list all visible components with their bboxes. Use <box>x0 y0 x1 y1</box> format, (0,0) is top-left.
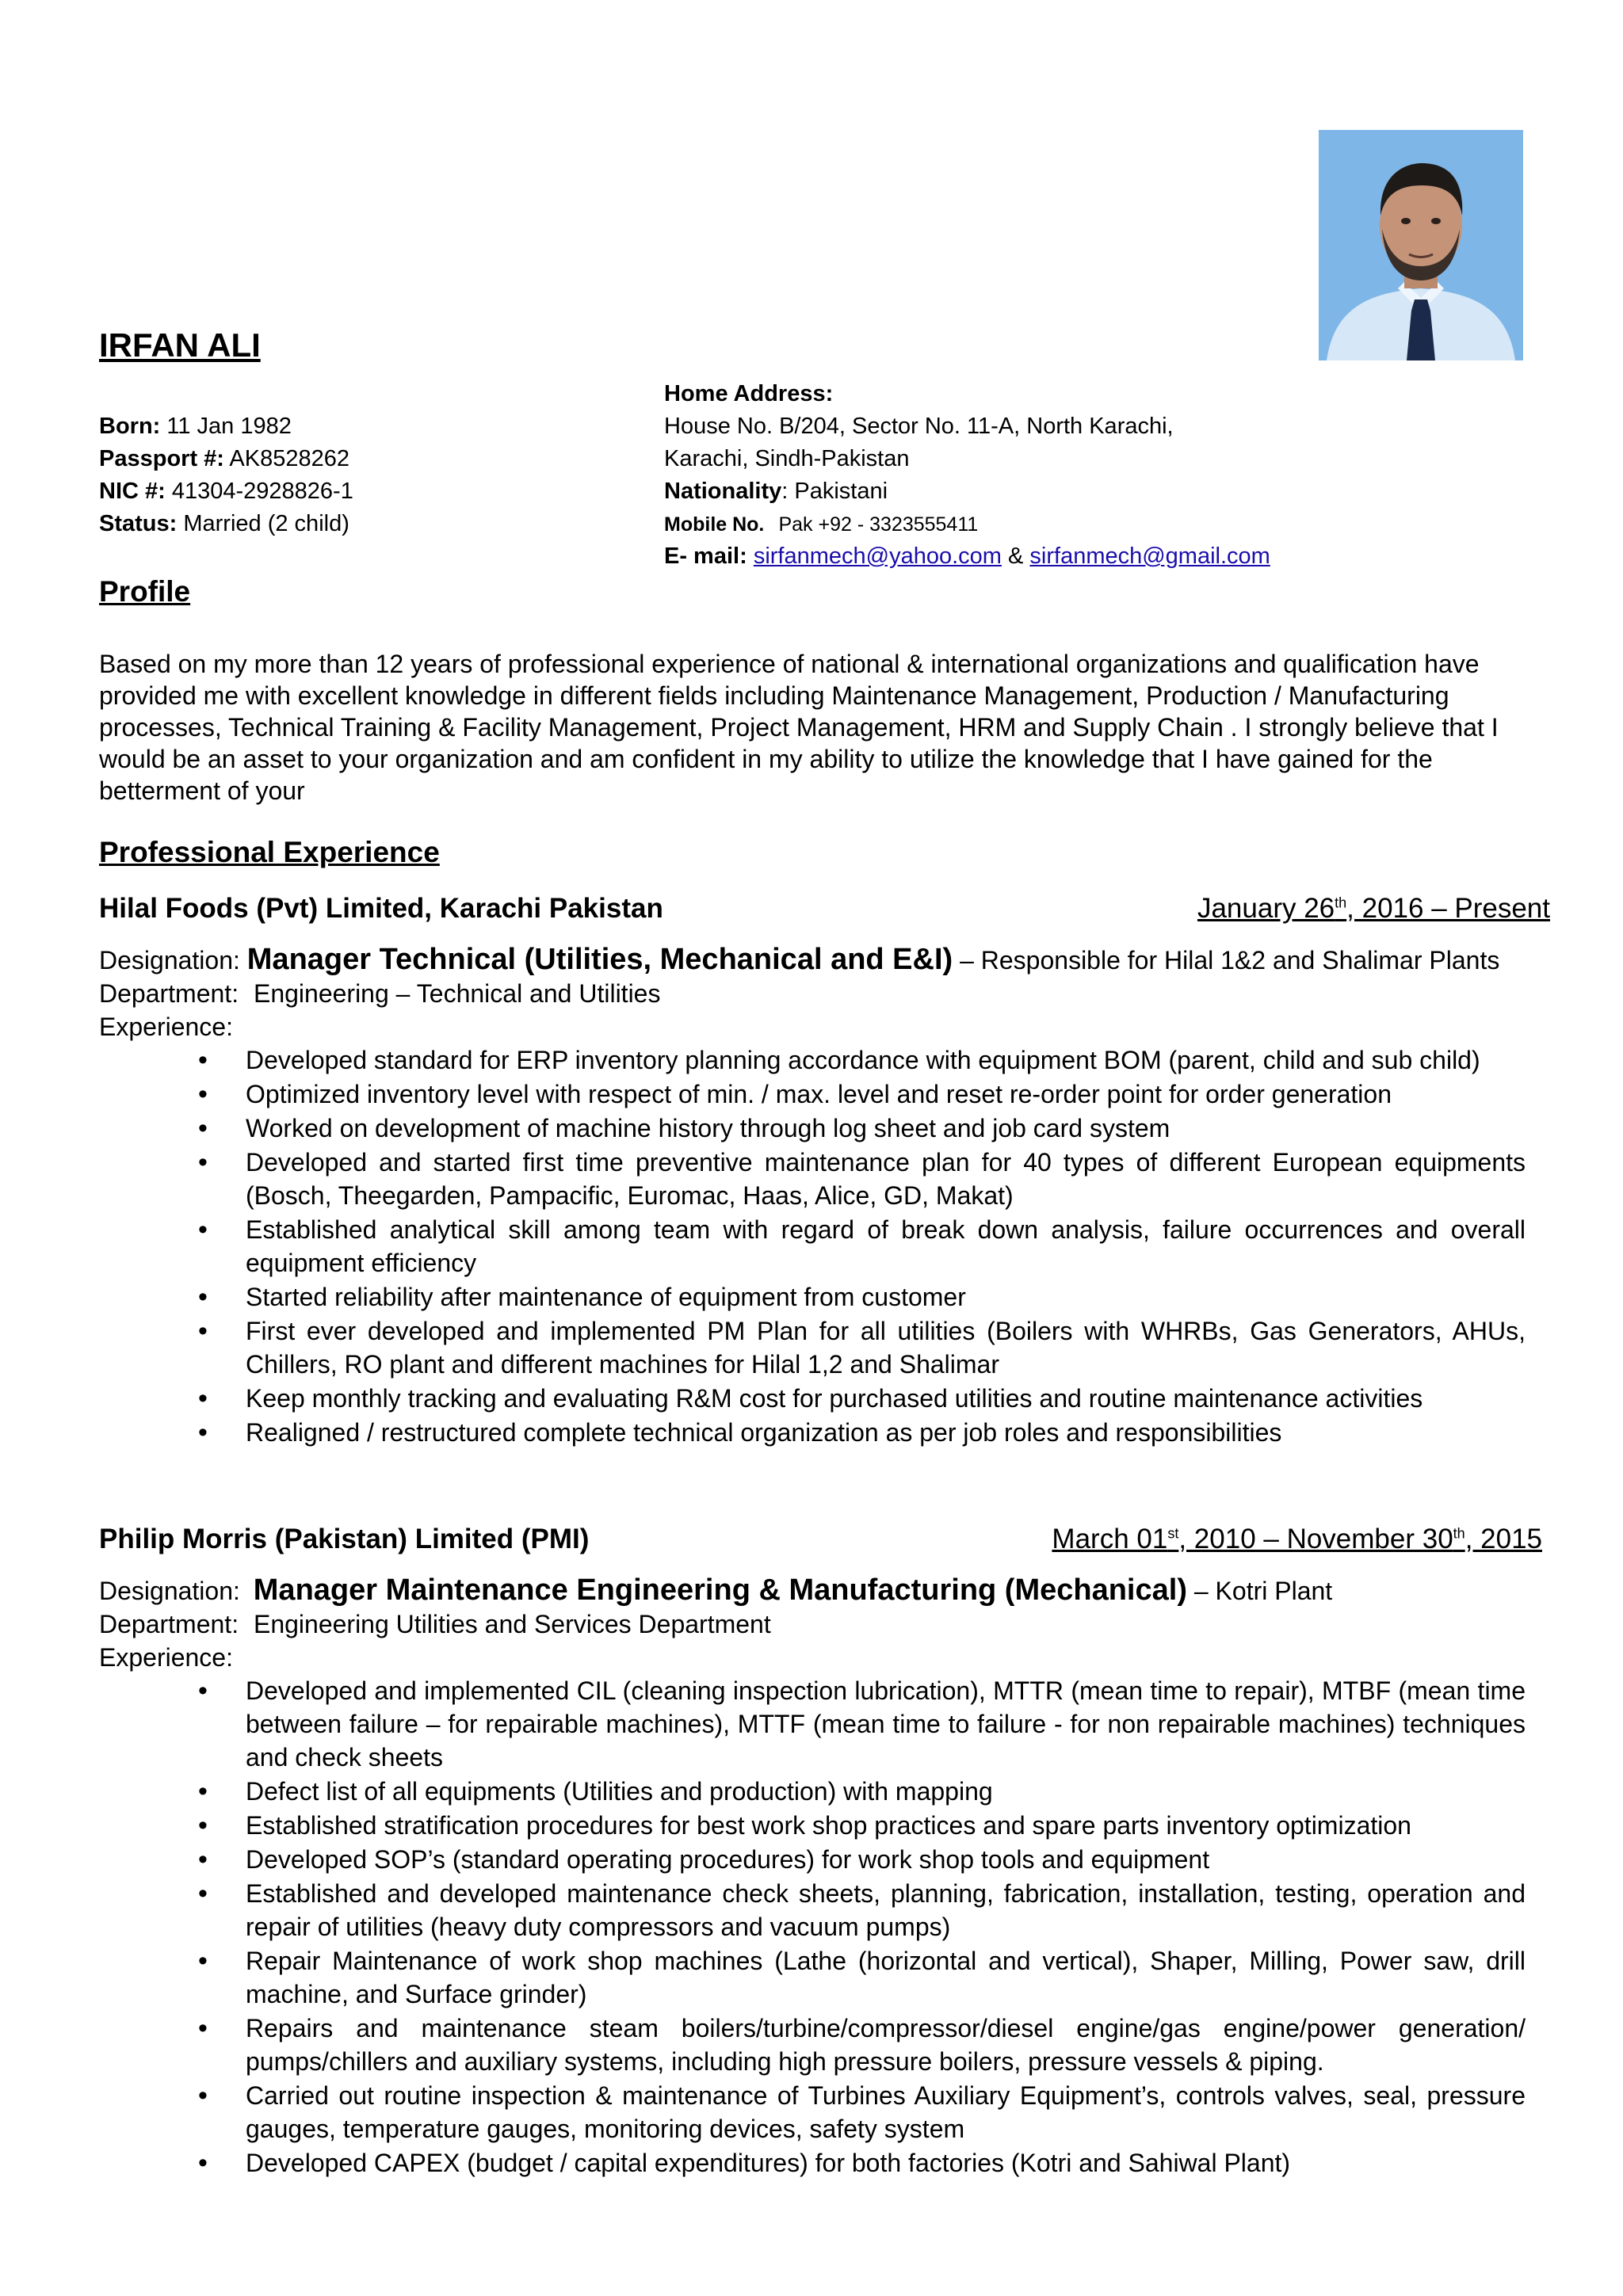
status-label: Status: <box>99 511 178 536</box>
list-item: • Developed CAPEX (budget / capital expenditures) for both factories (Kotri and Sahiwal Plant) <box>198 2146 1526 2180</box>
profile-photo <box>1319 130 1523 360</box>
mobile-label: Mobile No. <box>664 513 765 536</box>
job-2-department-label: Department: <box>99 1610 239 1638</box>
job-2-date-start: March 01 <box>1052 1524 1168 1554</box>
list-item: • Worked on development of machine history through log sheet and job card system <box>198 1112 1526 1145</box>
nic-row <box>99 475 353 508</box>
list-item: • Keep monthly tracking and evaluating R&M cost for purchased utilities and routine maintenance activities <box>198 1382 1526 1415</box>
job-2-date-start-sup: st <box>1167 1525 1179 1542</box>
candidate-name: IRFAN ALI <box>99 326 261 364</box>
passport-label: Passport #: <box>99 446 224 471</box>
list-item: • Carried out routine inspection & maintenance of Turbines Auxiliary Equipment’s, controls valves, seal, pressure gauges, temperature gauges, monitoring devices, safety system <box>198 2079 1526 2145</box>
mobile-value: Pak +92 - 3323555411 <box>778 513 979 536</box>
job-1-department-label: Department: <box>99 979 239 1008</box>
list-item: • Repair Maintenance of work shop machines (Lathe (horizontal and vertical), Shaper, Milling, Power saw, drill machine, and Surface grinder) <box>198 1944 1526 2011</box>
born-row <box>99 410 292 443</box>
nationality-label: Nationality <box>664 479 782 504</box>
nationality-value: : Pakistani <box>781 479 888 504</box>
portrait-illustration <box>1319 130 1523 360</box>
list-item: • Established stratification procedures for best work shop practices and spare parts inventory optimization <box>198 1809 1526 1842</box>
email-label: E- mail: <box>664 543 747 569</box>
born-label: Born: <box>99 414 161 439</box>
job-1-designation-label: Designation: <box>99 946 240 974</box>
job-2-date-end-sup: th <box>1453 1525 1465 1542</box>
list-item: • Started reliability after maintenance of equipment from customer <box>198 1280 1526 1314</box>
job-2-department <box>99 1608 771 1641</box>
address-line-1: House No. B/204, Sector No. 11-A, North Karachi, <box>664 414 1174 439</box>
list-item: • Developed SOP’s (standard operating procedures) for work shop tools and equipment <box>198 1843 1526 1876</box>
job-2-department-value: Engineering Utilities and Services Department <box>253 1610 771 1638</box>
job-1-date-end: , 2016 – Present <box>1346 893 1550 924</box>
job-1-date-start-sup: th <box>1335 894 1347 911</box>
job-1-designation-rest: – Responsible for Hilal 1&2 and Shalimar Plants <box>953 946 1500 974</box>
profile-heading: Profile <box>99 575 191 608</box>
mobile-row <box>664 508 978 541</box>
email-separator: & <box>1008 543 1024 569</box>
job-1-date-start: January 26 <box>1197 893 1335 924</box>
list-item: • Developed and implemented CIL (cleaning inspection lubrication), MTTR (mean time to repair), MTBF (mean time between failure – for repairable machines), MTTF (mean time to failure - for non repairable machines) techniques and check sheets <box>198 1674 1526 1774</box>
status-value: Married (2 child) <box>183 511 349 536</box>
email-link-gmail[interactable]: sirfanmech@gmail.com <box>1029 543 1270 569</box>
list-item: • First ever developed and implemented PM Plan for all utilities (Boilers with WHRBs, Gas Generators, AHUs, Chillers, RO plant and different machines for Hilal 1,2 and Shalimar <box>198 1314 1526 1381</box>
job-1-department-value: Engineering – Technical and Utilities <box>253 979 661 1008</box>
job-2-dates <box>1052 1524 1542 1555</box>
job-2-designation-label: Designation: <box>99 1577 240 1605</box>
born-value: 11 Jan 1982 <box>166 414 292 439</box>
list-item: • Established and developed maintenance check sheets, planning, fabrication, installation, testing, operation and repair of utilities (heavy duty compressors and vacuum pumps) <box>198 1877 1526 1943</box>
job-2-date-year: , 2015 <box>1465 1524 1542 1554</box>
email-row <box>664 540 1270 573</box>
job-1-designation <box>99 943 1499 977</box>
job-1-department <box>99 977 660 1010</box>
job-2-date-end: , 2010 – November 30 <box>1178 1524 1453 1554</box>
list-item: • Repairs and maintenance steam boilers/turbine/compressor/diesel engine/gas engine/power generation/ pumps/chillers and auxiliary systems, including high pressure boilers, pressure vessels & piping. <box>198 2012 1526 2078</box>
nic-value: 41304-2928826-1 <box>171 479 353 504</box>
job-1-experience-label: Experience: <box>99 1013 233 1041</box>
list-item: • Developed standard for ERP inventory planning accordance with equipment BOM (parent, child and sub child) <box>198 1043 1526 1077</box>
job-2-bullets <box>198 1674 1526 2180</box>
job-1-designation-title: Manager Technical (Utilities, Mechanical and E&I) <box>246 943 953 976</box>
job-2-designation <box>99 1573 1332 1608</box>
job-2-designation-title: Manager Maintenance Engineering & Manufacturing (Mechanical) <box>253 1573 1187 1607</box>
home-address-label: Home Address: <box>664 381 834 406</box>
job-1-company: Hilal Foods (Pvt) Limited, Karachi Pakistan <box>99 893 663 924</box>
list-item: • Established analytical skill among team with regard of break down analysis, failure occurrences and overall equipment efficiency <box>198 1213 1526 1280</box>
address-line-2: Karachi, Sindh-Pakistan <box>664 446 910 471</box>
status-row <box>99 508 349 540</box>
experience-heading: Professional Experience <box>99 836 440 868</box>
list-item: • Developed and started first time preventive maintenance plan for 40 types of different European equipments (Bosch, Theegarden, Pampacific, Euromac, Haas, Alice, GD, Makat) <box>198 1146 1526 1212</box>
job-1-bullets <box>198 1043 1526 1450</box>
profile-text: Based on my more than 12 years of professional experience of national & international organizations and qualification have provided me with excellent knowledge in different fields including Maintenance Management, Production / Manufacturing processes, Technical Training & Facility Management, Project Management, HRM and Supply Chain . I strongly believe that I would be an asset to your organization and am confident in my ability to utilize the knowledge that I have gained for the betterment of your <box>99 650 1499 805</box>
passport-row <box>99 443 349 475</box>
list-item: • Defect list of all equipments (Utilities and production) with mapping <box>198 1775 1526 1808</box>
job-2-company: Philip Morris (Pakistan) Limited (PMI) <box>99 1524 590 1554</box>
passport-value: AK8528262 <box>229 446 350 471</box>
email-link-yahoo[interactable]: sirfanmech@yahoo.com <box>753 543 1002 569</box>
list-item: • Realigned / restructured complete technical organization as per job roles and responsibilities <box>198 1416 1526 1449</box>
nationality-row <box>664 475 888 508</box>
list-item: • Optimized inventory level with respect of min. / max. level and reset re-order point for order generation <box>198 1077 1526 1111</box>
job-2-experience-label: Experience: <box>99 1643 233 1672</box>
job-2-designation-rest: – Kotri Plant <box>1186 1577 1333 1605</box>
job-1-dates <box>1197 893 1550 925</box>
nic-label: NIC #: <box>99 479 166 504</box>
